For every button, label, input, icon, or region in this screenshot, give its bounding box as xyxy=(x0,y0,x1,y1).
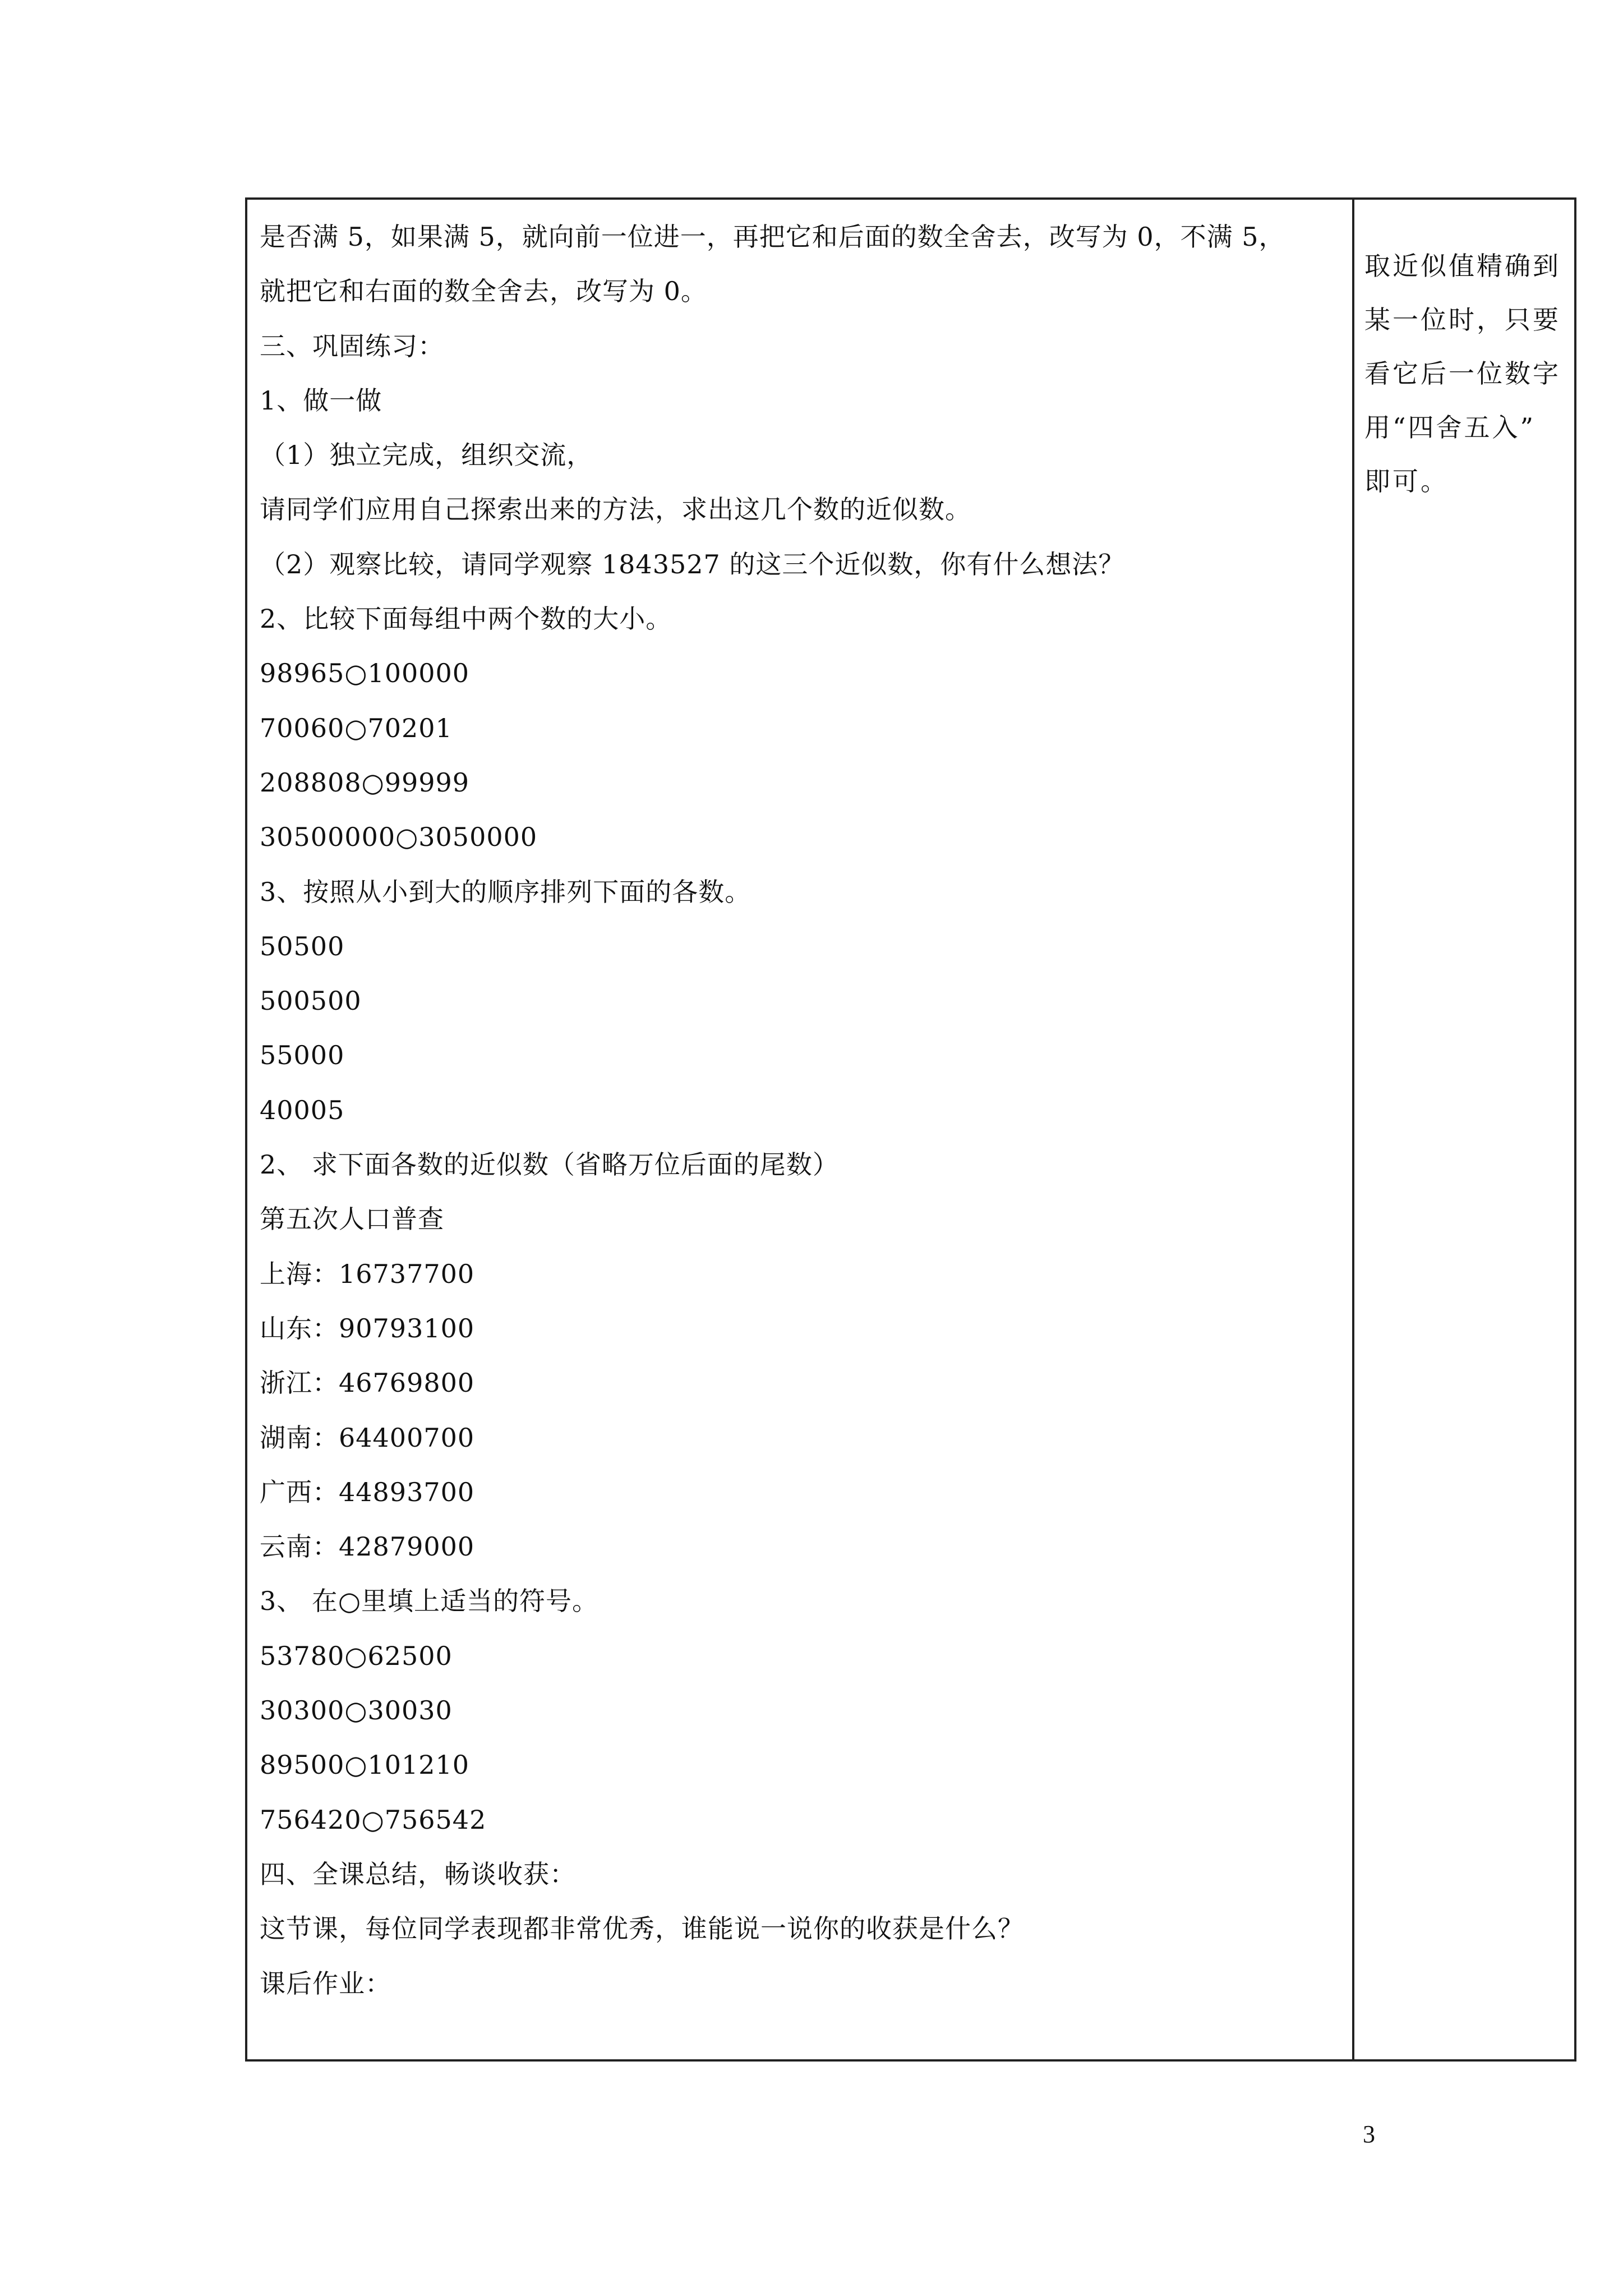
section-heading: 四、全课总结，畅谈收获： xyxy=(260,1858,576,1889)
content-line: 就把它和右面的数全舍去，改写为 0。 xyxy=(260,276,707,307)
column-divider xyxy=(1352,200,1354,2059)
number-item: 55000 xyxy=(260,1040,345,1071)
number-item: 500500 xyxy=(260,986,362,1016)
lesson-table xyxy=(245,197,1576,2062)
design-note-cell xyxy=(1364,239,1572,508)
content-line: （2）观察比较，请同学观察 1843527 的这三个近似数，你有什么想法？ xyxy=(260,549,1125,579)
comparison-item: 30500000○3050000 xyxy=(260,822,538,853)
number-item: 40005 xyxy=(260,1094,345,1125)
content-line: （1）独立完成，组织交流， xyxy=(260,440,593,471)
exercise-heading: 3、 在○里填上适当的符号。 xyxy=(260,1586,599,1617)
content-line: 第五次人口普查 xyxy=(260,1204,444,1235)
population-item: 云南：42879000 xyxy=(260,1531,475,1562)
section-heading: 三、巩固练习： xyxy=(260,330,444,361)
comparison-item: 756420○756542 xyxy=(260,1804,487,1835)
comparison-item: 208808○99999 xyxy=(260,767,470,798)
comparison-item: 30300○30030 xyxy=(260,1695,453,1726)
number-item: 50500 xyxy=(260,931,345,961)
exercise-heading: 1、做一做 xyxy=(260,385,382,416)
comparison-item: 89500○101210 xyxy=(260,1750,470,1780)
homework-label: 课后作业： xyxy=(260,1968,391,1999)
exercise-heading: 2、比较下面每组中两个数的大小。 xyxy=(260,604,672,634)
exercise-heading: 3、按照从小到大的顺序排列下面的各数。 xyxy=(260,876,751,907)
content-line: 这节课，每位同学表现都非常优秀，谁能说一说你的收获是什么？ xyxy=(260,1913,1024,1944)
exercise-heading: 2、 求下面各数的近似数（省略万位后面的尾数） xyxy=(260,1149,839,1180)
note-line: 取近似值精确到 xyxy=(1364,251,1561,281)
note-line: 用“四舍五入” xyxy=(1364,412,1536,443)
note-line: 看它后一位数字 xyxy=(1364,358,1561,389)
population-item: 山东：90793100 xyxy=(260,1313,475,1343)
population-item: 上海：16737700 xyxy=(260,1258,475,1289)
comparison-item: 53780○62500 xyxy=(260,1640,453,1671)
note-line: 某一位时，只要 xyxy=(1364,305,1561,335)
comparison-item: 70060○70201 xyxy=(260,712,453,743)
page-number: 3 xyxy=(1363,2120,1375,2148)
population-item: 浙江：46769800 xyxy=(260,1368,475,1398)
content-line: 是否满 5，如果满 5，就向前一位进一，再把它和后面的数全舍去，改写为 0，不满 5， xyxy=(260,222,1285,252)
content-line: 请同学们应用自己探索出来的方法，求出这几个数的近似数。 xyxy=(260,494,971,525)
teaching-content-cell xyxy=(260,210,1342,2050)
note-line: 即可。 xyxy=(1364,466,1449,496)
comparison-item: 98965○100000 xyxy=(260,658,470,689)
population-item: 广西：44893700 xyxy=(260,1476,475,1507)
population-item: 湖南：64400700 xyxy=(260,1422,475,1453)
